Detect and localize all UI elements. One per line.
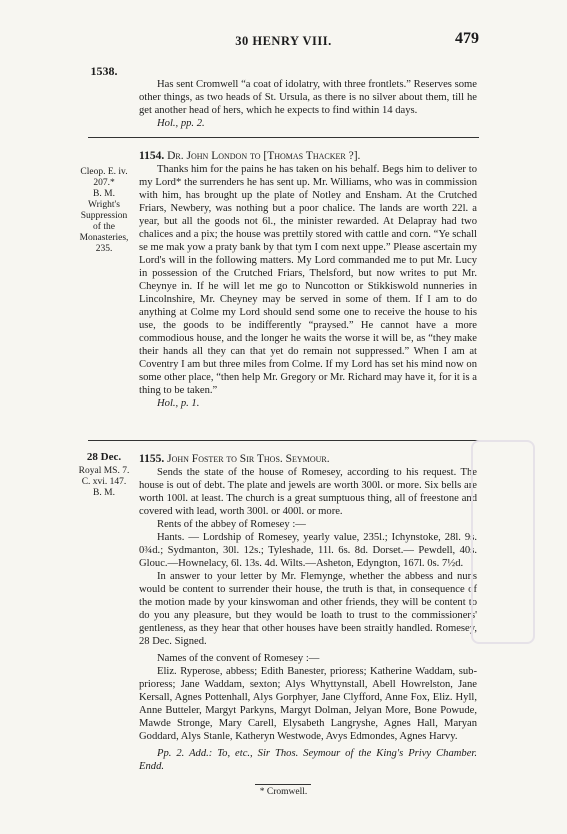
entry-1155-endorse: Pp. 2. Add.: To, etc., Sir Thos. Seymour of the King's Privy Chamber. Endd. [139,748,477,772]
entry-1154 [139,150,477,410]
prev-entry-text: Has sent Cromwell “a coat of idolatry, with three frontlets.” Reserves some other things, as two heads of St. Ursula, as there is no silver about them, till he get another head of hers, which he expects to find within 14 days. [139,79,477,116]
prev-entry [139,78,477,130]
entry-separator [88,440,479,441]
page-number: 479 [455,30,479,47]
library-stamp [471,440,535,644]
footnote-rule [255,784,311,785]
entry-1155-para: In answer to your letter by Mr. Flemynge, whether the abbess and nuns would be content to surrender their house, the truth is that, in consequence of the motion made by your kinswoman and other friends, they will be content to do you any pleasure, but they would be loath to trust to the commissioners' gentleness, as they hear that other houses have been straitly handled. Romesey, 28 Dec. Signed. [139,571,477,647]
running-head: 30 HENRY VIII. [235,34,332,48]
entry-1154-text: Thanks him for the pains he has taken on his behalf. Begs him to deliver to my Lord* the surrenders he has sent up. Mr. Williams, who was in commission with him, has brought up the plate of Notley and Ensham. At the Crutched Friars, Newbery, was nothing but a poor chalice. The lands are worth 22l. a year, but all the goods not 6l., the minister rewarded. At Delapray had two chalices and a pix; the house was prettily stored with cattle and corn. “Ye schall se me mak yow a praty bank by that tym I com next uppe.” Please ascertain my Lord's will in the following matters. My Lord commanded me to put Mr. Lucy in possession of the Crutched Friars, Thelsford, but now writes to put Mr. Cheynye in. If he will let me go to Nuncotton or Stikkiswold nunneries in Lincolnshire, Mr. Cheyney may be served in some of them. If I am to do anything at Colme my Lord should send some one to receive the house to his use, the goods to be indifferently “praysed.” He cannot have a more commodious house, and the longer he waits the worse it will be, as “they make their hands all they can that yet do remain not suppressed.” When I am at Coventry I am but three miles from Colme. If my Lord has set his mind now on some other place, “then help Mr. Gregory or Mr. Richard may have it, for it is a thing to be taken.” [139,164,477,396]
footnote: * Cromwell. [259,787,308,797]
entry-1155-rents: Hants. — Lordship of Romesey, yearly value, 235l.; Ichynstoke, 28l. 9s. 0¾d.; Sydmanton, 30l. 12s.; Tyleshade, 11l. 6s. 8d. Dorset.— Pewdell, 40s. Glouc.—Hownelacy, 6l. 13s. 4d. Wilts.—Asheton, Edyngton, 167l. 0s. 7½d. [139,532,477,569]
margin-ref-1155: 28 Dec. Royal MS. 7. C. xvi. 147. B. M. [78,451,130,498]
entry-1155-para: Names of the convent of Romesey :— [157,653,320,664]
entry-1154-title: 1154. Dr. John London to [Thomas Thacker ?]. [139,150,361,162]
margin-ref-1154: Cleop. E. iv. 207.* B. M. Wright's Suppression of the Monasteries, 235. [79,167,129,254]
entry-1155-para: Sends the state of the house of Romesey, according to his request. The house is out of debt. The plate and jewels are worth 300l. or more. Six bells are worth 100l. at least. The church is a great sumptuous thing, all of freestone and covered with lead, worth 300l. or 400l. or more. [139,467,477,517]
entry-separator [88,137,479,138]
entry-1155-para: Rents of the abbey of Romesey :— [157,519,306,530]
entry-1155-names: Eliz. Ryperose, abbess; Edith Banester, prioress; Katherine Waddam, sub-prioress; Jane Waddam, sexton; Alys Whyttynstall, Abell Howrelston, Jane Kersall, Agnes Pottenhall, Alys Gorphyer, Jane Clyfford, Anne Fox, Eliz. Hyll, Anne Butteler, Margyt Parkyns, Margyt Dolman, Jelyan More, Bone Powude, Mawde Stronge, Mary Carell, Elysabeth Langryshe, Agnes Hall, Maryan Goddard, Alys Stanle, Katheryn Westwode, Avys Edmondes, Agnes Harvy. [139,666,477,742]
margin-year: 1538. [90,64,118,78]
entry-1155 [139,453,477,773]
page-header [0,30,567,50]
entry-1155-title: 1155. John Foster to Sir Thos. Seymour. [139,453,330,465]
prev-entry-source: Hol., pp. 2. [157,118,205,129]
entry-1154-source: Hol., p. 1. [157,398,200,409]
